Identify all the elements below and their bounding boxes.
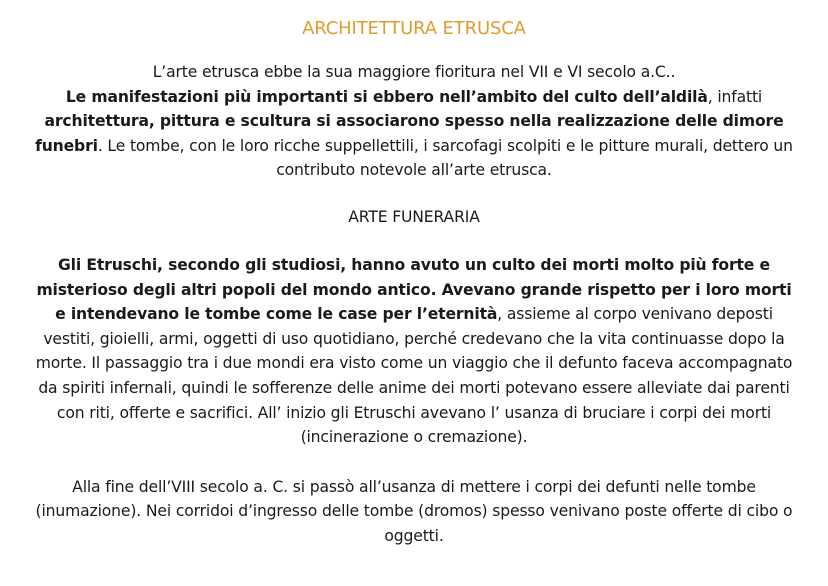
intro-paragraph xyxy=(30,60,798,183)
funeraria-paragraph xyxy=(30,253,798,450)
funeraria-bold: Gli Etruschi, secondo gli studiosi, hanno avuto un culto dei morti molto più forte e misterioso degli altri popoli del mondo antico. Avevano grande rispetto per i loro morti e intendevano le tombe come le case per l’eternità xyxy=(36,255,792,324)
intro-line-1: L’arte etrusca ebbe la sua maggiore fioritura nel VII e VI secolo a.C.. xyxy=(152,63,676,81)
section-subtitle: ARTE FUNERARIA xyxy=(348,207,480,226)
paragraph-spacer xyxy=(30,450,798,475)
page-title: ARCHITETTURA ETRUSCA xyxy=(302,18,526,39)
funeraria-text: , assieme al corpo venivano deposti vestiti, gioielli, armi, oggetti di uso quotidiano, perché credevano che la vita continuasse dopo la morte. Il passaggio tra i due mondi era visto come un viaggio che il defunto faceva accompagnato da spiriti infernali, quindi le sofferenze delle anime dei morti potevano essere alleviate dai parenti con riti, offerte e sacrifici. All’ inizio gli Etruschi avevano l’ usanza di bruciare i corpi dei morti (incinerazione o cremazione). xyxy=(35,305,793,447)
closing-paragraph: Alla fine dell’VIII secolo a. C. si passò all’usanza di mettere i corpi dei defunti nelle tombe (inumazione). Nei corridoi d’ingresso delle tombe (dromos) spesso venivano poste offerte di cibo o oggetti. xyxy=(35,477,793,545)
intro-bold-1: Le manifestazioni più importanti si ebbero nell’ambito del culto dell’aldilà xyxy=(65,87,708,106)
intro-text-2: . Le tombe, con le loro ricche suppellettili, i sarcofagi scolpiti e le pitture murali, dettero un contributo notevole all’arte etrusca. xyxy=(97,136,793,180)
intro-text-1: , infatti xyxy=(707,87,763,106)
intro-bold-2: architettura, pittura e scultura si associarono spesso nella realizzazione delle dimore funebri xyxy=(35,112,784,155)
